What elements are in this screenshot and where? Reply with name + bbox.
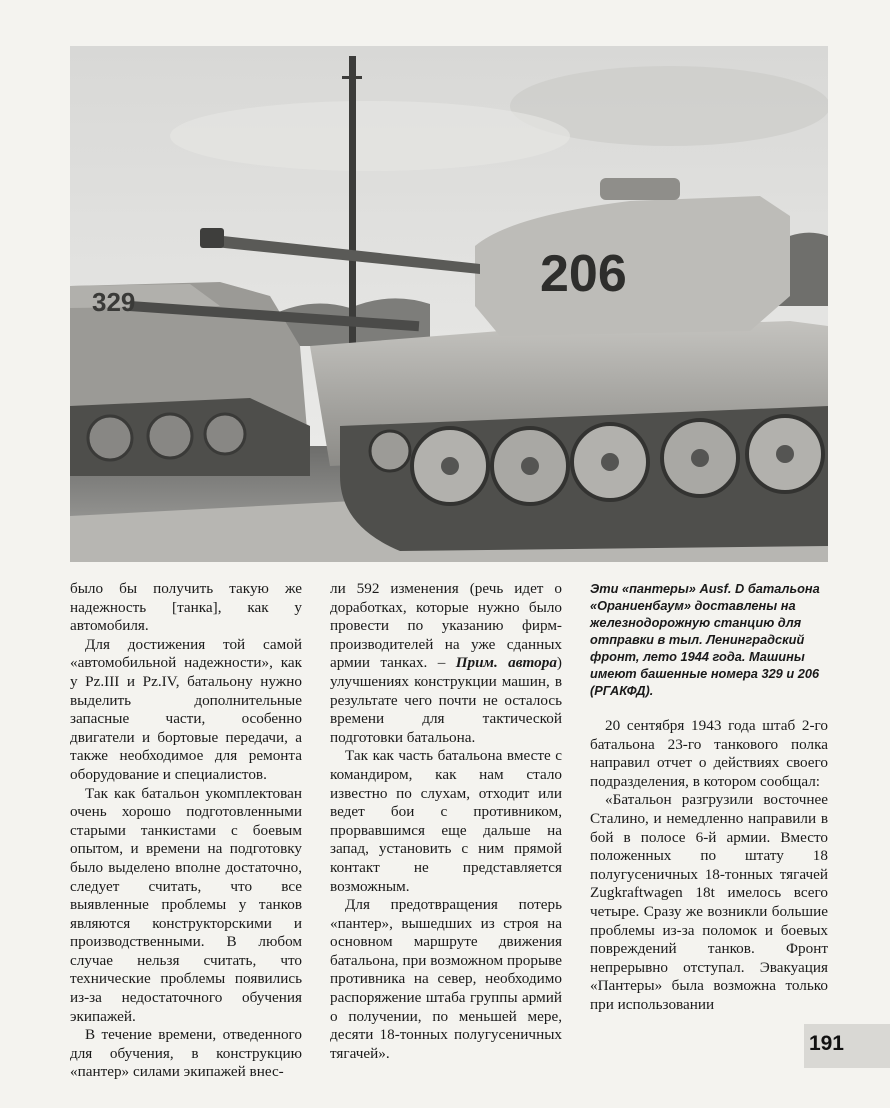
paragraph: В течение времени, отведенного для обучения, в конструкцию «пантер» силами экипажей внес-: [70, 1026, 302, 1081]
paragraph: «Батальон разгрузили восточнее Сталино, и немедленно направили в бой в полосе 6-й армии. Вместо положенных по штату 18 полугусеничных 18-тонных тягачей Zugkraftwagen 18t имелось всего четыре. Сразу же возникли большие проблемы из-за поломок и боевых повреждений танков. Фронт непрерывно отступал. Эвакуация «Пантеры» была возможна только при использовании: [590, 791, 828, 1013]
paragraph: было бы получить такую же надежность [танка], как у автомобиля.: [70, 580, 302, 635]
paragraph: Для достижения той самой «автомобильной надежности», как у Pz.III и Pz.IV, батальону нужно выделить дополнительные запасные части, особенно двигатели и бортовые передачи, а также необходимое для ремонта оборудование и специалистов.: [70, 635, 302, 783]
paragraph: 20 сентября 1943 года штаб 2-го батальона 23-го танкового полка направил отчет о действиях своего подразделения, в котором сообщал:: [590, 717, 828, 790]
right-turret-number: 206: [540, 245, 627, 303]
tank-photo: [70, 46, 828, 562]
page-number: 191: [808, 1032, 844, 1055]
paragraph-text: ли 592 изменения (речь идет о доработках, которые нужно было провести по указанию фирм-производителей на уже сданных армии танках. –: [330, 580, 562, 672]
text-column-2: [330, 580, 562, 1063]
photo-caption: Эти «пантеры» Ausf. D батальона «Ораниенбаум» доставлены на железнодорожную станцию для отправки в тыл. Ленинградский фронт, лето 1944 года. Машины имеют башенные номера 329 и 206 (РГАКФД).: [590, 581, 820, 698]
paragraph: Так как часть батальона вместе с командиром, как нам стало известно по слухам, отходит или ведет бои с противником, прорвавшимся еще дальше на запад, установить с ним прямой контакт не представляется возможным.: [330, 747, 562, 895]
author-note: Прим. автора: [455, 654, 557, 672]
paragraph: [330, 580, 562, 747]
paragraph: Так как батальон укомплектован очень хорошо подготовленными старыми танкистами с боевым опытом, и времени на подготовку было выделено вполне достаточно, следует считать, что все выявленные проблемы у танков являются конструкторскими и производственными. В любом случае нельзя считать, что технические проблемы появились из-за недостаточного обучения экипажей.: [70, 784, 302, 1025]
paragraph-text: ) улучшениях конструкции машин, в результате чего почти не осталось времени для тактической подготовки батальона.: [330, 654, 562, 746]
text-column-3: [590, 580, 828, 1015]
paragraph: Для предотвращения потерь «пантер», вышедших из строя на основном маршруте движения батальона, при возможном прорыве противника на север, необходимо распоряжение штаба группы армий о получении, по меньшей мере, десяти 18-тонных полугусеничных тягачей».: [330, 896, 562, 1062]
text-column-1: [70, 580, 302, 1082]
left-turret-number: 329: [92, 287, 136, 317]
